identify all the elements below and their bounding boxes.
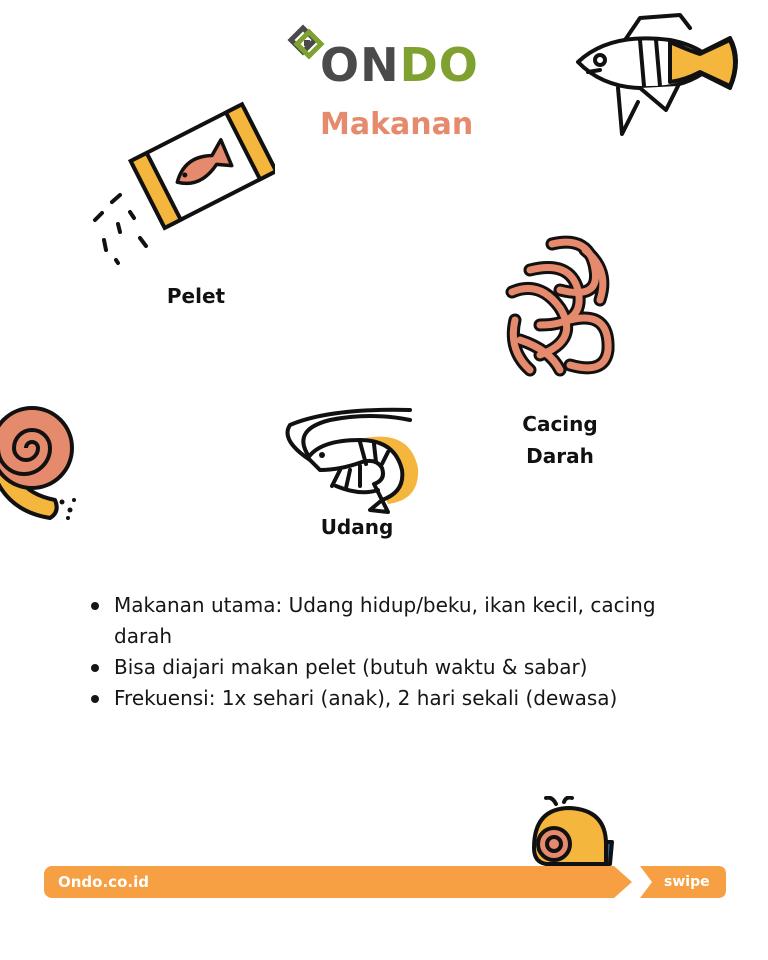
shrimp-icon (270, 400, 430, 515)
fish-food-pellet-icon (90, 100, 275, 270)
brand-name-part1: ON (320, 38, 400, 92)
food-label-pelet: Pelet (166, 284, 226, 308)
food-label-cacing-darah (505, 408, 615, 472)
food-label-darah: Darah (526, 444, 594, 468)
footer-site-link[interactable]: Ondo.co.id (58, 873, 149, 891)
food-label-udang: Udang (320, 515, 394, 539)
brand-name-part2: DO (399, 38, 479, 92)
snail-icon (526, 796, 618, 868)
food-label-cacing: Cacing (522, 412, 598, 436)
list-item: Bisa diajari makan pelet (butuh waktu & sabar) (88, 652, 708, 683)
bloodworms-icon (500, 230, 625, 390)
angelfish-icon (570, 10, 740, 145)
list-item: Frekuensi: 1x sehari (anak), 2 hari sekali (dewasa) (88, 683, 708, 714)
page-title: Makanan (320, 107, 474, 142)
list-item: Makanan utama: Udang hidup/beku, ikan kecil, cacing darah (88, 590, 708, 652)
brand-logo (320, 38, 479, 92)
swipe-button[interactable]: swipe (664, 874, 710, 890)
food-info-list (88, 590, 708, 714)
snail-icon (0, 400, 82, 525)
